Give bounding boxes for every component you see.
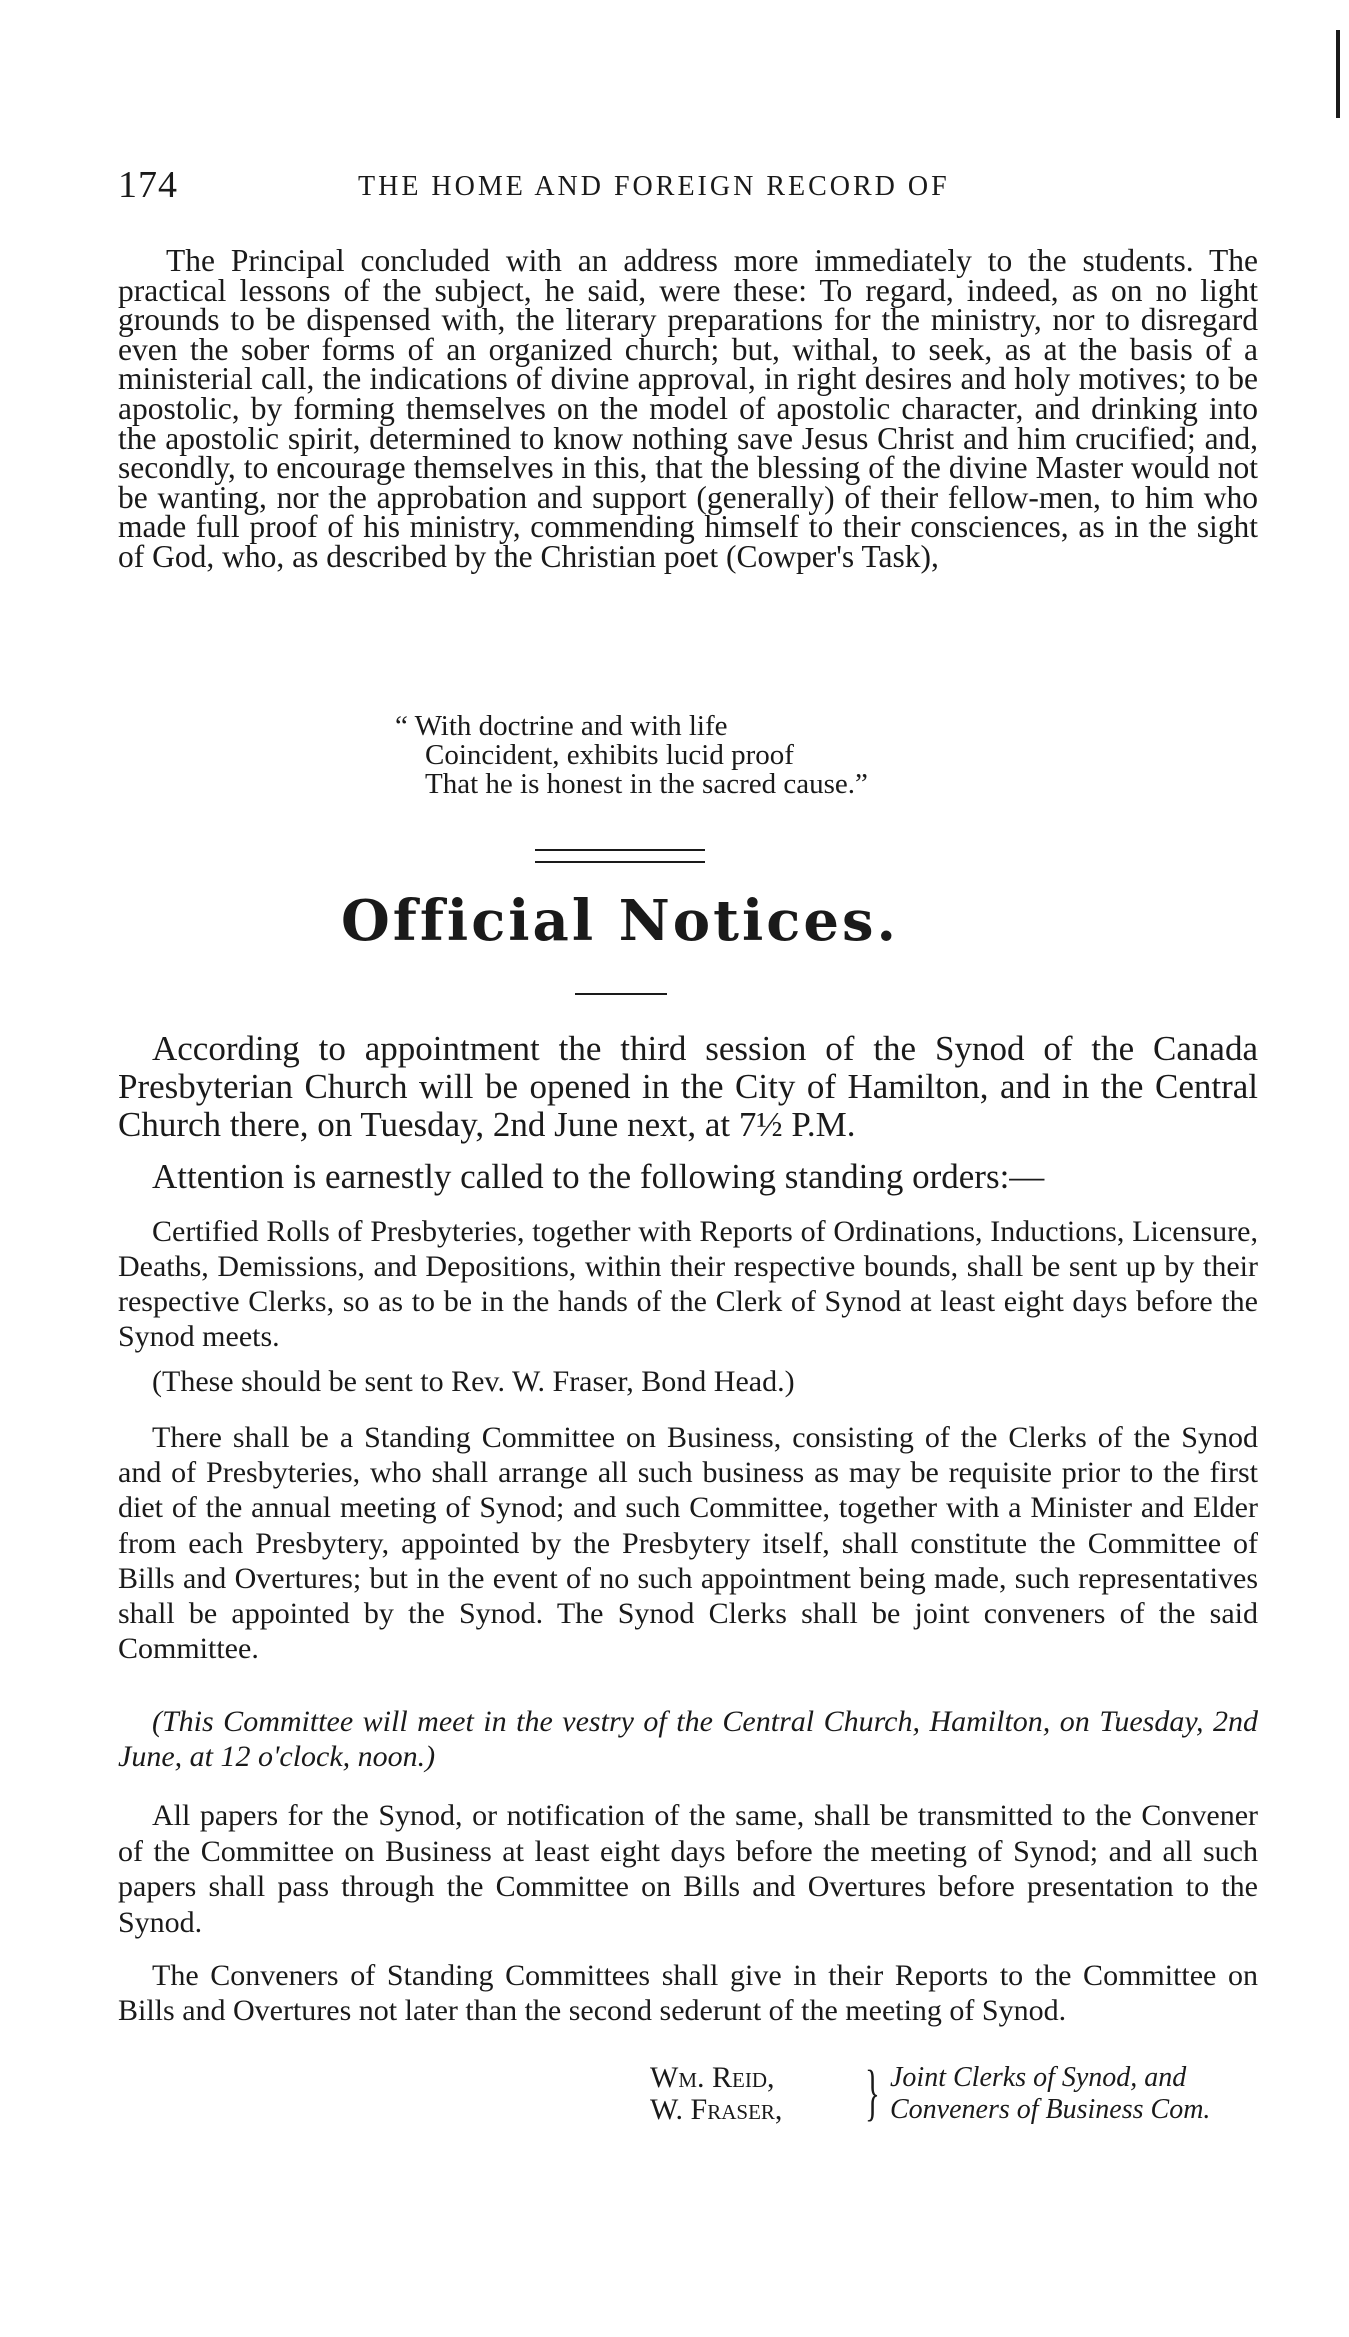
- synod-opening-notice: According to appointment the third session of the Synod of the Canada Presbyterian Church will be opened in the City of Hamilton, and in the Central Church there, on Tuesday, 2nd June next, at 7½ P.M.: [118, 1029, 1258, 1144]
- quote-line: “ With doctrine and with life: [395, 710, 728, 742]
- business-committee-order: There shall be a Standing Committee on Business, consisting of the Clerks of the Synod and of Presbyteries, who shall arrange all such business as may be requisite prior to the first diet of the annual meeting of Synod; and such Committee, together with a Minister and Elder from each Presbytery, appointed by the Presbytery itself, shall constitute the Committee of Bills and Overtures; but in the event of no such appointment being made, such representatives shall be appointed by the Synod. The Synod Clerks shall be joint conveners of the said Committee.: [118, 1421, 1258, 1666]
- signatory-name: Wm. Reid,: [650, 2061, 775, 2094]
- conveners-order: The Conveners of Standing Committees shall give in their Reports to the Committee on Bills and Overtures not later than the second sederunt of the meeting of Synod.: [118, 1959, 1258, 2027]
- page-header: [118, 163, 1268, 213]
- signature-block: [650, 2059, 1270, 2142]
- signatory-role: Joint Clerks of Synod, and: [890, 2062, 1187, 2093]
- principal-closing-paragraph: The Principal concluded with an address more immediately to the students. The practical lessons of the subject, he said, were these: To regard, indeed, as on no light grounds to be dispensed with, the literary preparations for the ministry, nor to disregard even the sober forms of an organized church; but, withal, to seek, as at the basis of a ministerial call, the indications of divine approval, in right desires and holy motives; to be apostolic, by forming themselves on the model of apostolic character, and drinking into the apostolic spirit, determined to know nothing save Jesus Christ and him crucified; and, secondly, to encourage themselves in this, that the blessing of the divine Master would not be wanting, nor the approbation and support (generally) of their fellow-men, to him who made full proof of his ministry, commending himself to their consciences, as in the sight of God, who, as described by the Christian poet (Cowper's Task),: [118, 243, 1258, 574]
- signatory-roles: [890, 2062, 1210, 2126]
- title-underline: [575, 993, 667, 995]
- quote-line: Coincident, exhibits lucid proof: [425, 739, 794, 771]
- quote-line: That he is honest in the sacred cause.”: [425, 768, 868, 800]
- committee-meeting-note: (This Committee will meet in the vestry of the Central Church, Hamilton, on Tuesday, 2nd June, at 12 o'clock, noon.): [118, 1705, 1258, 1773]
- brace-glyph: }: [865, 2059, 880, 2127]
- page-number: 174: [118, 164, 178, 206]
- section-divider: [535, 849, 705, 863]
- papers-order: All papers for the Synod, or notification of the same, shall be transmitted to the Convener of the Committee on Business at least eight days before the meeting of Synod; and all such papers shall pass through the Committee on Bills and Overtures before presentation to the Synod.: [118, 1799, 1258, 1939]
- page-edge-mark: [1336, 30, 1340, 118]
- signatory-name: W. Fraser,: [650, 2093, 783, 2126]
- signatory-role: Conveners of Business Com.: [890, 2094, 1211, 2125]
- attention-line: Attention is earnestly called to the following standing orders:—: [152, 1157, 1045, 1196]
- section-title: Official Notices.: [340, 888, 900, 954]
- cowper-quotation: [395, 712, 868, 799]
- rolls-order: Certified Rolls of Presbyteries, together with Reports of Ordinations, Inductions, Licensure, Deaths, Demissions, and Depositions, within their respective bounds, shall be sent up by their respective Clerks, so as to be in the hands of the Clerk of Synod at least eight days before the Synod meets.: [118, 1215, 1258, 1353]
- rolls-note: (These should be sent to Rev. W. Fraser, Bond Head.): [152, 1365, 795, 1398]
- signatory-names: [650, 2062, 782, 2126]
- running-title: THE HOME AND FOREIGN RECORD OF: [358, 171, 950, 202]
